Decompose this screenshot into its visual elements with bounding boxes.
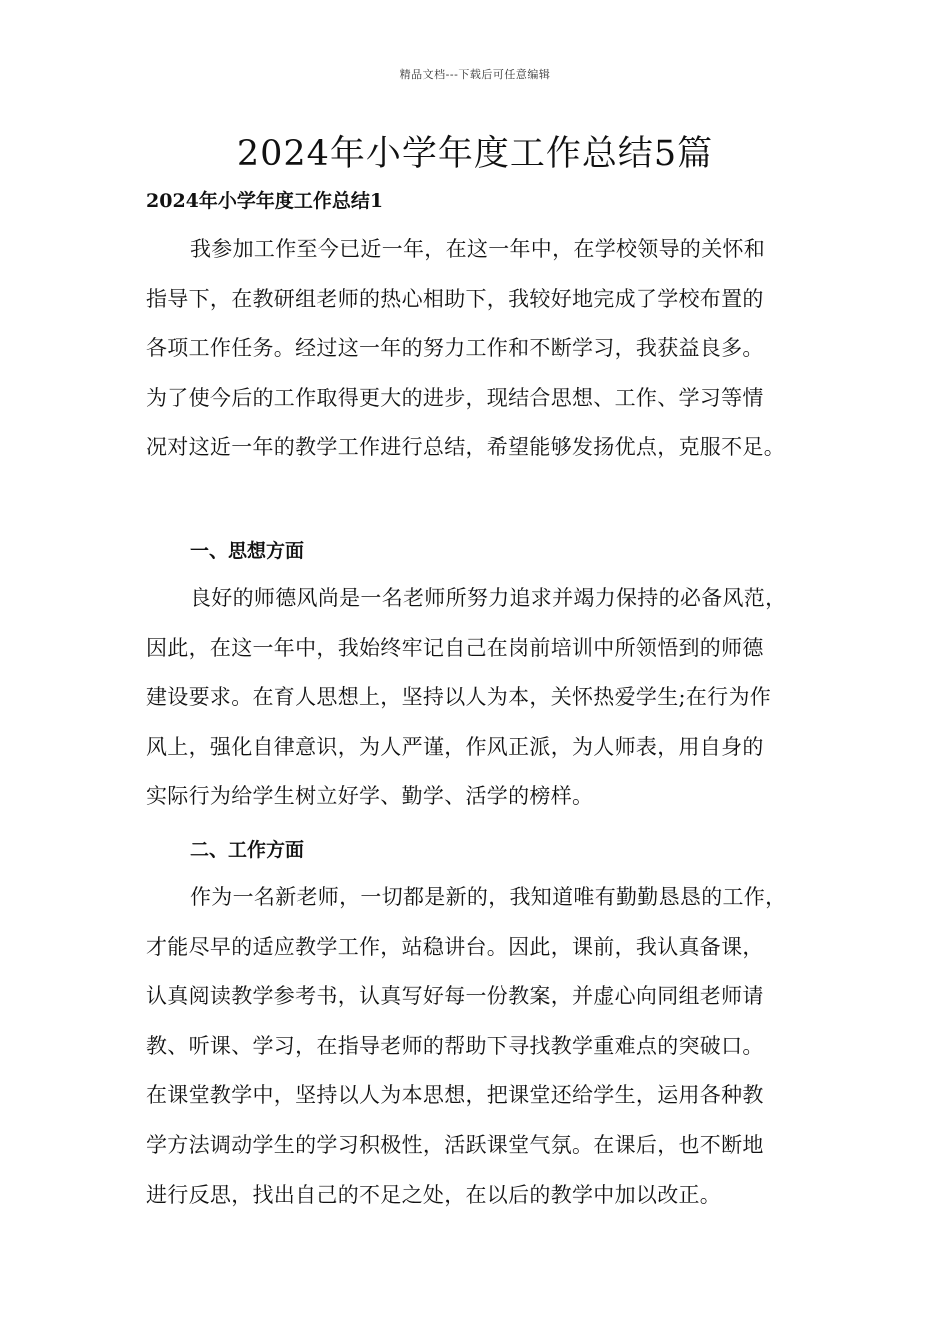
paragraph-line: 为了使今后的工作取得更大的进步，现结合思想、工作、学习等情 <box>146 385 764 410</box>
paragraph-line: 教、听课、学习，在指导老师的帮助下寻找教学重难点的突破口。 <box>146 1033 764 1058</box>
paragraph-line: 学方法调动学生的学习积极性，活跃课堂气氛。在课后，也不断地 <box>146 1132 764 1157</box>
paragraph-line: 风上，强化自律意识，为人严谨，作风正派，为人师表，用自身的 <box>146 734 764 759</box>
paragraph-line: 因此，在这一年中，我始终牢记自己在岗前培训中所领悟到的师德 <box>146 635 764 660</box>
paragraph-line: 指导下，在教研组老师的热心相助下，我较好地完成了学校布置的 <box>146 286 764 311</box>
paragraph-line: 我参加工作至今已近一年，在这一年中，在学校领导的关怀和 <box>190 237 766 261</box>
paragraph-line: 才能尽早的适应教学工作，站稳讲台。因此，课前，我认真备课， <box>146 934 764 959</box>
intro-paragraph <box>146 225 826 473</box>
paragraph-line: 况对这近一年的教学工作进行总结，希望能够发扬优点，克服不足。 <box>146 435 785 460</box>
paragraph-line: 在课堂教学中，坚持以人为本思想，把课堂还给学生，运用各种教 <box>146 1083 764 1108</box>
paragraph-line: 各项工作任务。经过这一年的努力工作和不断学习，我获益良多。 <box>146 336 764 361</box>
paragraph-line: 建设要求。在育人思想上，坚持以人为本，关怀热爱学生;在行为作 <box>146 685 772 710</box>
paragraph-line: 进行反思，找出自己的不足之处，在以后的教学中加以改正。 <box>146 1182 722 1207</box>
article-subtitle: 2024年小学年度工作总结1 <box>146 190 384 212</box>
document-title: 2024年小学年度工作总结5篇 <box>236 134 714 174</box>
section-heading-thought: 一、思想方面 <box>190 540 305 562</box>
paragraph-line: 认真阅读教学参考书，认真写好每一份教案，并虚心向同组老师请 <box>146 984 764 1009</box>
section-work-paragraph <box>146 873 826 1220</box>
paragraph-line: 作为一名新老师，一切都是新的，我知道唯有勤勤恳恳的工作， <box>190 885 787 909</box>
paragraph-line: 良好的师德风尚是一名老师所努力追求并竭力保持的必备风范， <box>190 586 787 610</box>
section-heading-work: 二、工作方面 <box>190 839 305 861</box>
header-note: 精品文档---下载后可任意编辑 <box>399 68 551 81</box>
paragraph-line: 实际行为给学生树立好学、勤学、活学的榜样。 <box>146 784 594 809</box>
section-thought-paragraph <box>146 574 826 822</box>
